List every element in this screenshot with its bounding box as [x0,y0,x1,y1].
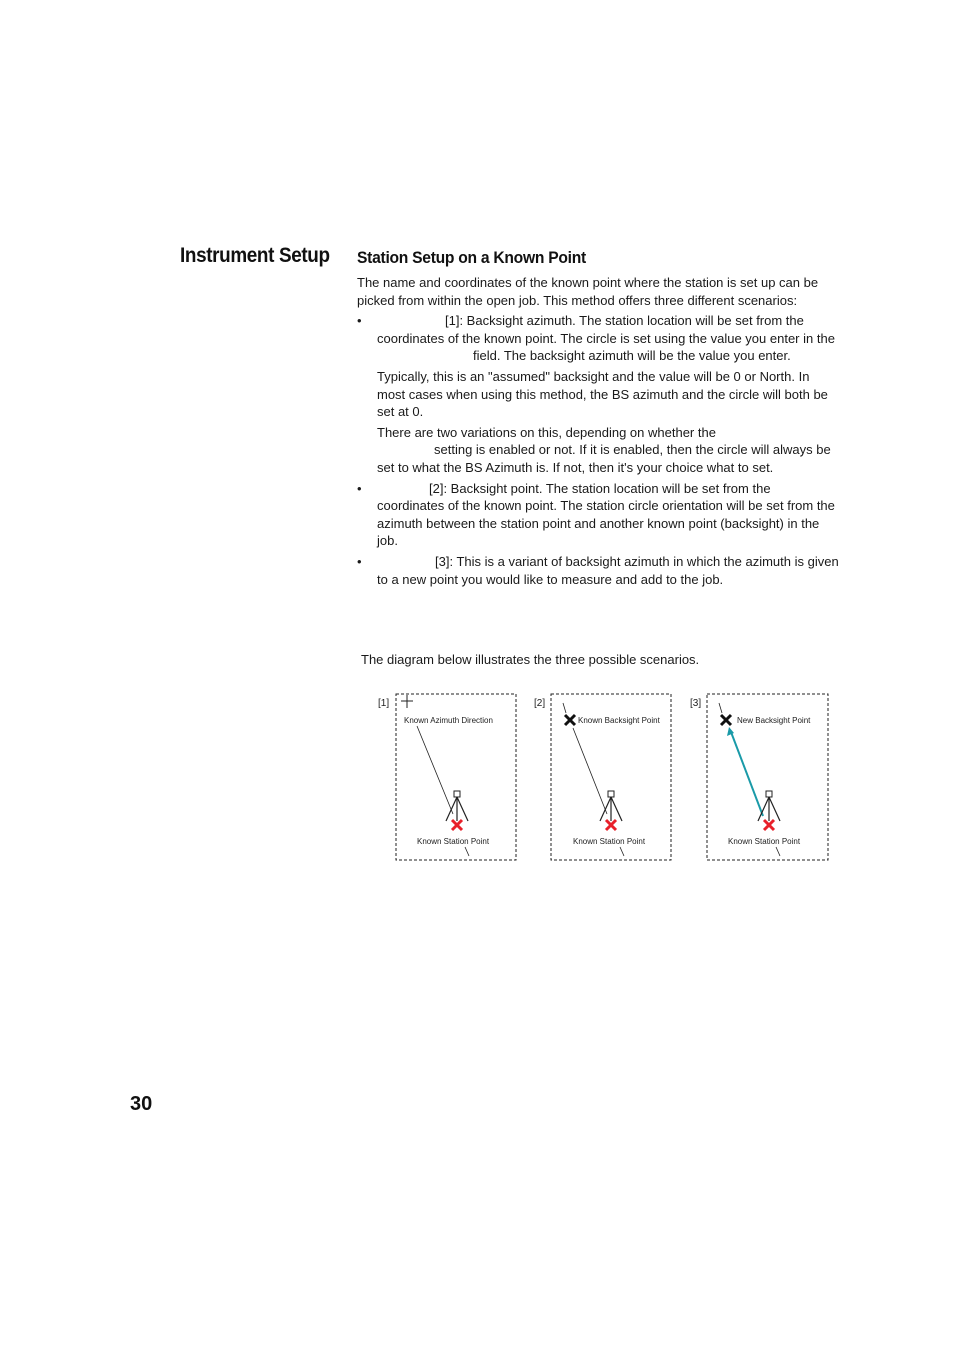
scenario-3-bottom-label: Known Station Point [728,837,801,846]
scenario-2-tag: [2] [534,698,546,709]
crosshair-icon [401,695,413,708]
scenario-1-tag: [1] [378,698,390,709]
tripod-icon [758,791,780,821]
scenario-3-top-label: New Backsight Point [737,716,811,725]
intro-paragraph: The name and coordinates of the known point where the station is set up can be picked from within the open job. This method offers three different scenarios: [357,275,819,308]
bullet-marker: • [357,553,362,569]
station-mark-icon [452,820,462,830]
body-text [357,274,841,591]
subsection-title: Station Setup on a Known Point [357,248,586,267]
section-title: Instrument Setup [180,244,330,267]
typically-paragraph: Typically, this is an "assumed" backsight and the value will be 0 or North. In most cases when using this method, the BS azimuth and the circle will both be set at 0. [377,368,828,420]
bullet-marker: • [357,313,362,329]
bullet-text: [3]: This is a variant of backsight azimuth in which the azimuth is given to a new point you would like to measure and add to the job. [377,553,839,587]
diagram-caption: The diagram below illustrates the three possible scenarios. [361,652,700,667]
scenario-3-panel [690,694,828,860]
tripod-icon [600,791,622,821]
scenario-2-bottom-label: Known Station Point [573,837,646,846]
bullet-item-1 [357,312,841,365]
scenario-diagrams [370,686,840,871]
bullet-text: [2]: Backsight point. The station location will be set from the coordinates of the known point. The station circle orientation will be set from the azimuth between the station point and another known point (backsight) in the job. [377,480,835,549]
scenario-1-panel [378,694,516,860]
scenario-2-panel [534,694,671,860]
variations-text: There are two variations on this, depending on whether the [377,424,716,440]
variations-text-continued: setting is enabled or not. If it is enabled, then the circle will always be set to what the BS Azimuth is. If not, then it's your choice what to set. [377,442,831,475]
bullet-marker: • [357,480,362,496]
backsight-mark-icon [721,715,731,725]
bullet-text-continued: field. The backsight azimuth will be the value you enter. [473,348,791,364]
bullet-item-2 [357,480,841,550]
bullet-text: [1]: Backsight azimuth. The station location will be set from the coordinates of the known point. The circle is set using the value you enter in the [377,313,835,346]
station-mark-icon [606,820,616,830]
station-mark-icon [764,820,774,830]
scenario-3-tag: [3] [690,698,702,709]
bullet-item-3 [357,553,841,588]
variations-paragraph [357,424,841,477]
backsight-mark-icon [565,715,575,725]
scenario-1-top-label: Known Azimuth Direction [404,716,493,725]
scenario-1-bottom-label: Known Station Point [417,837,490,846]
scenario-2-top-label: Known Backsight Point [578,716,660,725]
page-number: 30 [130,1093,153,1115]
